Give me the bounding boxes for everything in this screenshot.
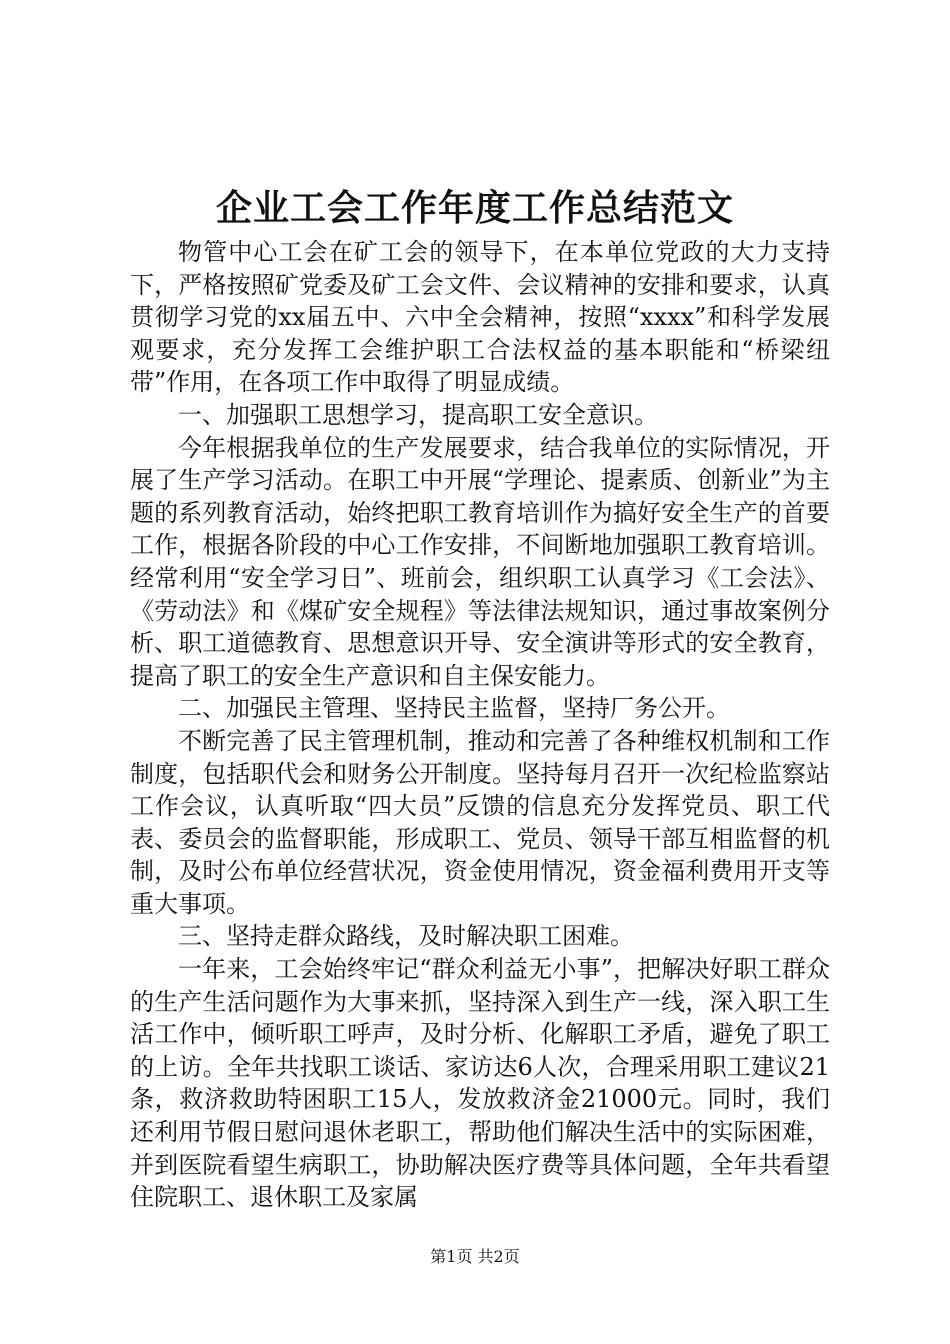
paragraph-section-2: 不断完善了民主管理机制，推动和完善了各种维权机制和工作制度，包括职代会和财务公开制度。坚持每月召开一次纪检监察站工作会议，认真听取“四大员”反馈的信息充分发挥党员、职工代表、委员会的监督职能，形成职工、党员、领导干部互相监督的机制，及时公布单位经营状况，资金使用情况，资金福利费用开支等重大事项。 [130, 726, 830, 918]
document-body [130, 236, 830, 1214]
section-heading-2: 二、加强民主管理、坚持民主监督，坚持厂务公开。 [178, 694, 730, 723]
paragraph-intro: 物管中心工会在矿工会的领导下，在本单位党政的大力支持下，严格按照矿党委及矿工会文件、会议精神的安排和要求，认真贯彻学习党的xx届五中、六中全会精神，按照“xxxx”和科学发展观要求，充分发挥工会维护职工合法权益的基本职能和“桥梁纽带”作用，在各项工作中取得了明显成绩。 [130, 238, 830, 397]
paragraph-section-3: 一年来，工会始终牢记“群众利益无小事”，把解决好职工群众的生产生活问题作为大事来抓，坚持深入到生产一线，深入职工生活工作中，倾听职工呼声，及时分析、化解职工矛盾，避免了职工的上访。全年共找职工谈话、家访达6人次，合理采用职工建议21条，救济救助特困职工15人，发放救济金21000元。同时，我们还利用节假日慰问退休老职工，帮助他们解决生活中的实际困难，并到医院看望生病职工，协助解决医疗费等具体问题，全年共看望住院职工、退休职工及家属 [130, 955, 830, 1212]
section-heading-1: 一、加强职工思想学习，提高职工安全意识。 [178, 400, 658, 429]
document-title: 企业工会工作年度工作总结范文 [215, 187, 734, 229]
page-number-footer: 第1页 共2页 [430, 1247, 520, 1266]
section-heading-3: 三、坚持走群众路线，及时解决职工困难。 [178, 922, 634, 951]
paragraph-section-1: 今年根据我单位的生产发展要求，结合我单位的实际情况，开展了生产学习活动。在职工中开展“学理论、提素质、创新业”为主题的系列教育活动，始终把职工教育培训作为搞好安全生产的首要工作，根据各阶段的中心工作安排，不间断地加强职工教育培训。经常利用“安全学习日”、班前会，组织职工认真学习《工会法》、《劳动法》和《煤矿安全规程》等法律法规知识，通过事故案例分析、职工道德教育、思想意识开导、安全演讲等形式的安全教育，提高了职工的安全生产意识和自主保安能力。 [130, 433, 830, 690]
